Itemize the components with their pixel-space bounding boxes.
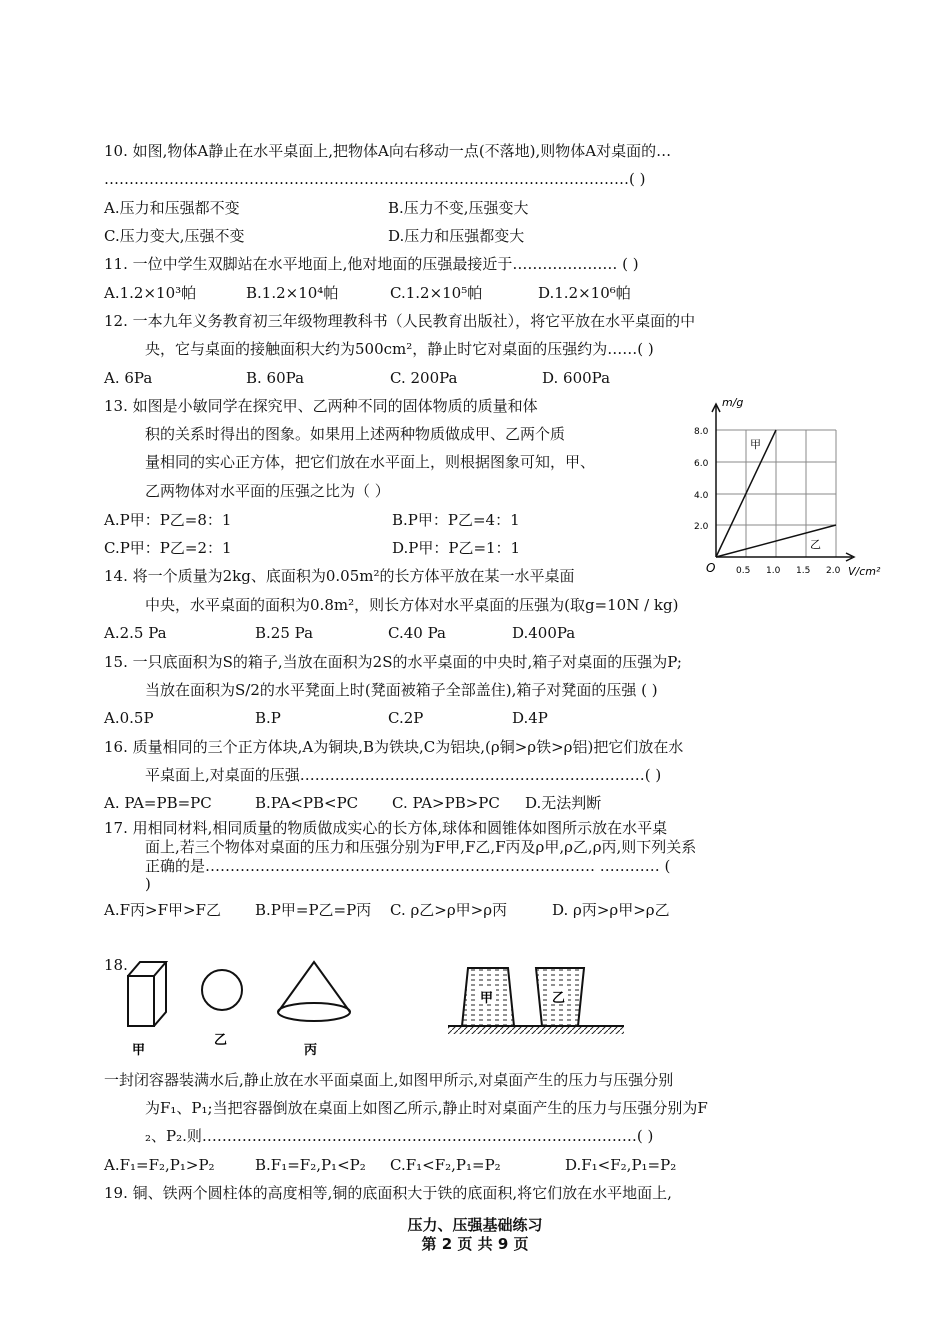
- q10-option-b: B.压力不变,压强变大: [388, 199, 529, 217]
- q11-option-c: C.1.2×10⁵帕: [390, 284, 483, 302]
- q14-option-b: B.25 Pa: [255, 624, 314, 642]
- q12-option-c: C. 200Pa: [390, 369, 458, 387]
- q12-option-d: D. 600Pa: [542, 369, 611, 387]
- q18-option-d: D.F₁<F₂,P₁=P₂: [565, 1156, 677, 1174]
- q16-option-c: C. PA>PB>PC: [392, 794, 500, 812]
- q15-option-a: A.0.5P: [104, 709, 154, 727]
- q13-stem-cont2: 量相同的实心正方体，把它们放在水平面上，则根据图象可知，甲、: [145, 453, 596, 471]
- q10-option-c: C.压力变大,压强不变: [104, 227, 245, 245]
- solid-bing-label: 丙: [304, 1043, 318, 1058]
- q13-option-c: C.P甲：P乙=2：1: [104, 539, 232, 557]
- origin-label: O: [706, 561, 716, 575]
- q16-option-a: A. PA=PB=PC: [104, 794, 212, 812]
- q10-leader: ……………………………………………………………………………………………( ): [104, 170, 646, 188]
- q10-option-a: A.压力和压强都不变: [104, 199, 240, 217]
- q18-option-c: C.F₁<F₂,P₁=P₂: [390, 1156, 501, 1174]
- q12-option-a: A. 6Pa: [104, 369, 153, 387]
- q16-stem: 16. 质量相同的三个正方体块,A为铜块,B为铁块,C为铝块,(ρ铜>ρ铁>ρ铝)把它们放在水: [104, 738, 684, 756]
- q13-stem-cont1: 积的关系时得出的图象。如果用上述两种物质做成甲、乙两个质: [145, 425, 566, 443]
- q14-option-c: C.40 Pa: [388, 624, 446, 642]
- q15-option-c: C.2P: [388, 709, 424, 727]
- y-tick-2: 2.0: [694, 522, 709, 532]
- q15-option-b: B.P: [255, 709, 281, 727]
- q13-option-a: A.P甲：P乙=8：1: [104, 511, 232, 529]
- series-yi-label: 乙: [810, 538, 821, 551]
- q18-option-a: A.F₁=F₂,P₁>P₂: [104, 1156, 215, 1174]
- y-tick-4: 4.0: [694, 491, 709, 501]
- q12-stem: 12. 一本九年义务教育初三年级物理教科书（人民教育出版社），将它平放在水平桌面的中: [104, 312, 696, 330]
- x-tick-15: 1.5: [796, 566, 811, 576]
- q17-stem-cont1: 面上,若三个物体对桌面的压力和压强分别为F甲,F乙,F丙及ρ甲,ρ乙,ρ丙,则下列关系: [145, 838, 697, 856]
- q10-option-d: D.压力和压强都变大: [388, 227, 525, 245]
- q15-stem: 15. 一只底面积为S的箱子,当放在面积为2S的水平桌面的中央时,箱子对桌面的压强为P;: [104, 653, 682, 671]
- q17-stem-cont3: ): [145, 875, 151, 893]
- y-axis-label: m/g: [722, 396, 744, 409]
- q11-stem: 11. 一位中学生双脚站在水平地面上,他对地面的压强最接近于………………… ( ): [104, 255, 639, 273]
- q17-option-d: D. ρ丙>ρ甲>ρ乙: [552, 901, 670, 919]
- x-tick-10: 1.0: [766, 566, 781, 576]
- q14-option-a: A.2.5 Pa: [104, 624, 167, 642]
- x-tick-20: 2.0: [826, 566, 841, 576]
- q14-option-d: D.400Pa: [512, 624, 576, 642]
- q15-option-d: D.4P: [512, 709, 548, 727]
- solid-jia-label: 甲: [132, 1043, 146, 1058]
- q12-stem-cont: 央，它与桌面的接触面积大约为500cm²，静止时它对桌面的压强约为……( ): [145, 340, 654, 358]
- y-tick-8: 8.0: [694, 427, 709, 437]
- q18-stem-cont1: 为F₁、P₁;当把容器倒放在桌面上如图乙所示,静止时对桌面产生的压力与压强分别为F: [145, 1099, 708, 1117]
- q11-option-a: A.1.2×10³帕: [104, 284, 197, 302]
- footer-title: 压力、压强基础练习: [407, 1216, 543, 1234]
- q16-stem-cont: 平桌面上,对桌面的压强……………………………………………………………( ): [145, 766, 662, 784]
- q11-option-b: B.1.2×10⁴帕: [246, 284, 339, 302]
- solid-yi-label: 乙: [214, 1033, 228, 1048]
- q14-stem: 14. 将一个质量为2kg、底面积为0.05m²的长方体平放在某一水平桌面: [104, 567, 575, 585]
- y-tick-6: 6.0: [694, 459, 709, 469]
- footer-page-number: 第 2 页 共 9 页: [421, 1235, 529, 1253]
- q13-stem-cont3: 乙两物体对水平面的压强之比为（ ）: [145, 482, 390, 500]
- q17-stem-cont2: 正确的是…………………………………………………………………… ………… (: [145, 857, 671, 875]
- q16-option-d: D.无法判断: [525, 794, 602, 812]
- q18-stem-cont2: ₂、P₂.则……………………………………………………………………………( ): [145, 1127, 654, 1145]
- q18-stem: 一封闭容器装满水后,静止放在水平面桌面上,如图甲所示,对桌面产生的压力与压强分别: [104, 1071, 674, 1089]
- q14-stem-cont: 中央，水平桌面的面积为0.8m²，则长方体对水平桌面的压强为(取g=10N / kg): [145, 596, 679, 614]
- q17-stem: 17. 用相同材料,相同质量的物质做成实心的长方体,球体和圆锥体如图所示放在水平桌: [104, 819, 668, 837]
- q17-option-b: B.P甲=P乙=P丙: [255, 901, 372, 919]
- q15-stem-cont: 当放在面积为S/2的水平凳面上时(凳面被箱子全部盖住),箱子对凳面的压强 ( ): [145, 681, 658, 699]
- q12-option-b: B. 60Pa: [246, 369, 305, 387]
- q19-stem: 19. 铜、铁两个圆柱体的高度相等,铜的底面积大于铁的底面积,将它们放在水平地面上,: [104, 1184, 672, 1202]
- q10-stem: 10. 如图,物体A静止在水平桌面上,把物体A向右移动一点(不落地),则物体A对桌面的…: [104, 142, 672, 160]
- q17-option-c: C. ρ乙>ρ甲>ρ丙: [390, 901, 508, 919]
- container-jia-label: 甲: [480, 991, 494, 1006]
- q17-option-a: A.F丙>F甲>F乙: [104, 901, 221, 919]
- container-yi-label: 乙: [552, 991, 566, 1006]
- q17-solids-figure: [118, 952, 368, 1064]
- q13-stem: 13. 如图是小敏同学在探究甲、乙两种不同的固体物质的质量和体: [104, 397, 538, 415]
- q13-option-b: B.P甲：P乙=4：1: [392, 511, 520, 529]
- q13-option-d: D.P甲：P乙=1：1: [392, 539, 521, 557]
- q18-number: 18.: [104, 956, 128, 974]
- q16-option-b: B.PA<PB<PC: [255, 794, 359, 812]
- q11-option-d: D.1.2×10⁶帕: [538, 284, 631, 302]
- x-tick-05: 0.5: [736, 566, 751, 576]
- q18-option-b: B.F₁=F₂,P₁<P₂: [255, 1156, 366, 1174]
- x-axis-label: V/cm²: [848, 565, 881, 578]
- series-jia-label: 甲: [750, 438, 761, 451]
- q18-containers-figure: [446, 958, 626, 1038]
- q13-mass-volume-graph: [692, 392, 892, 582]
